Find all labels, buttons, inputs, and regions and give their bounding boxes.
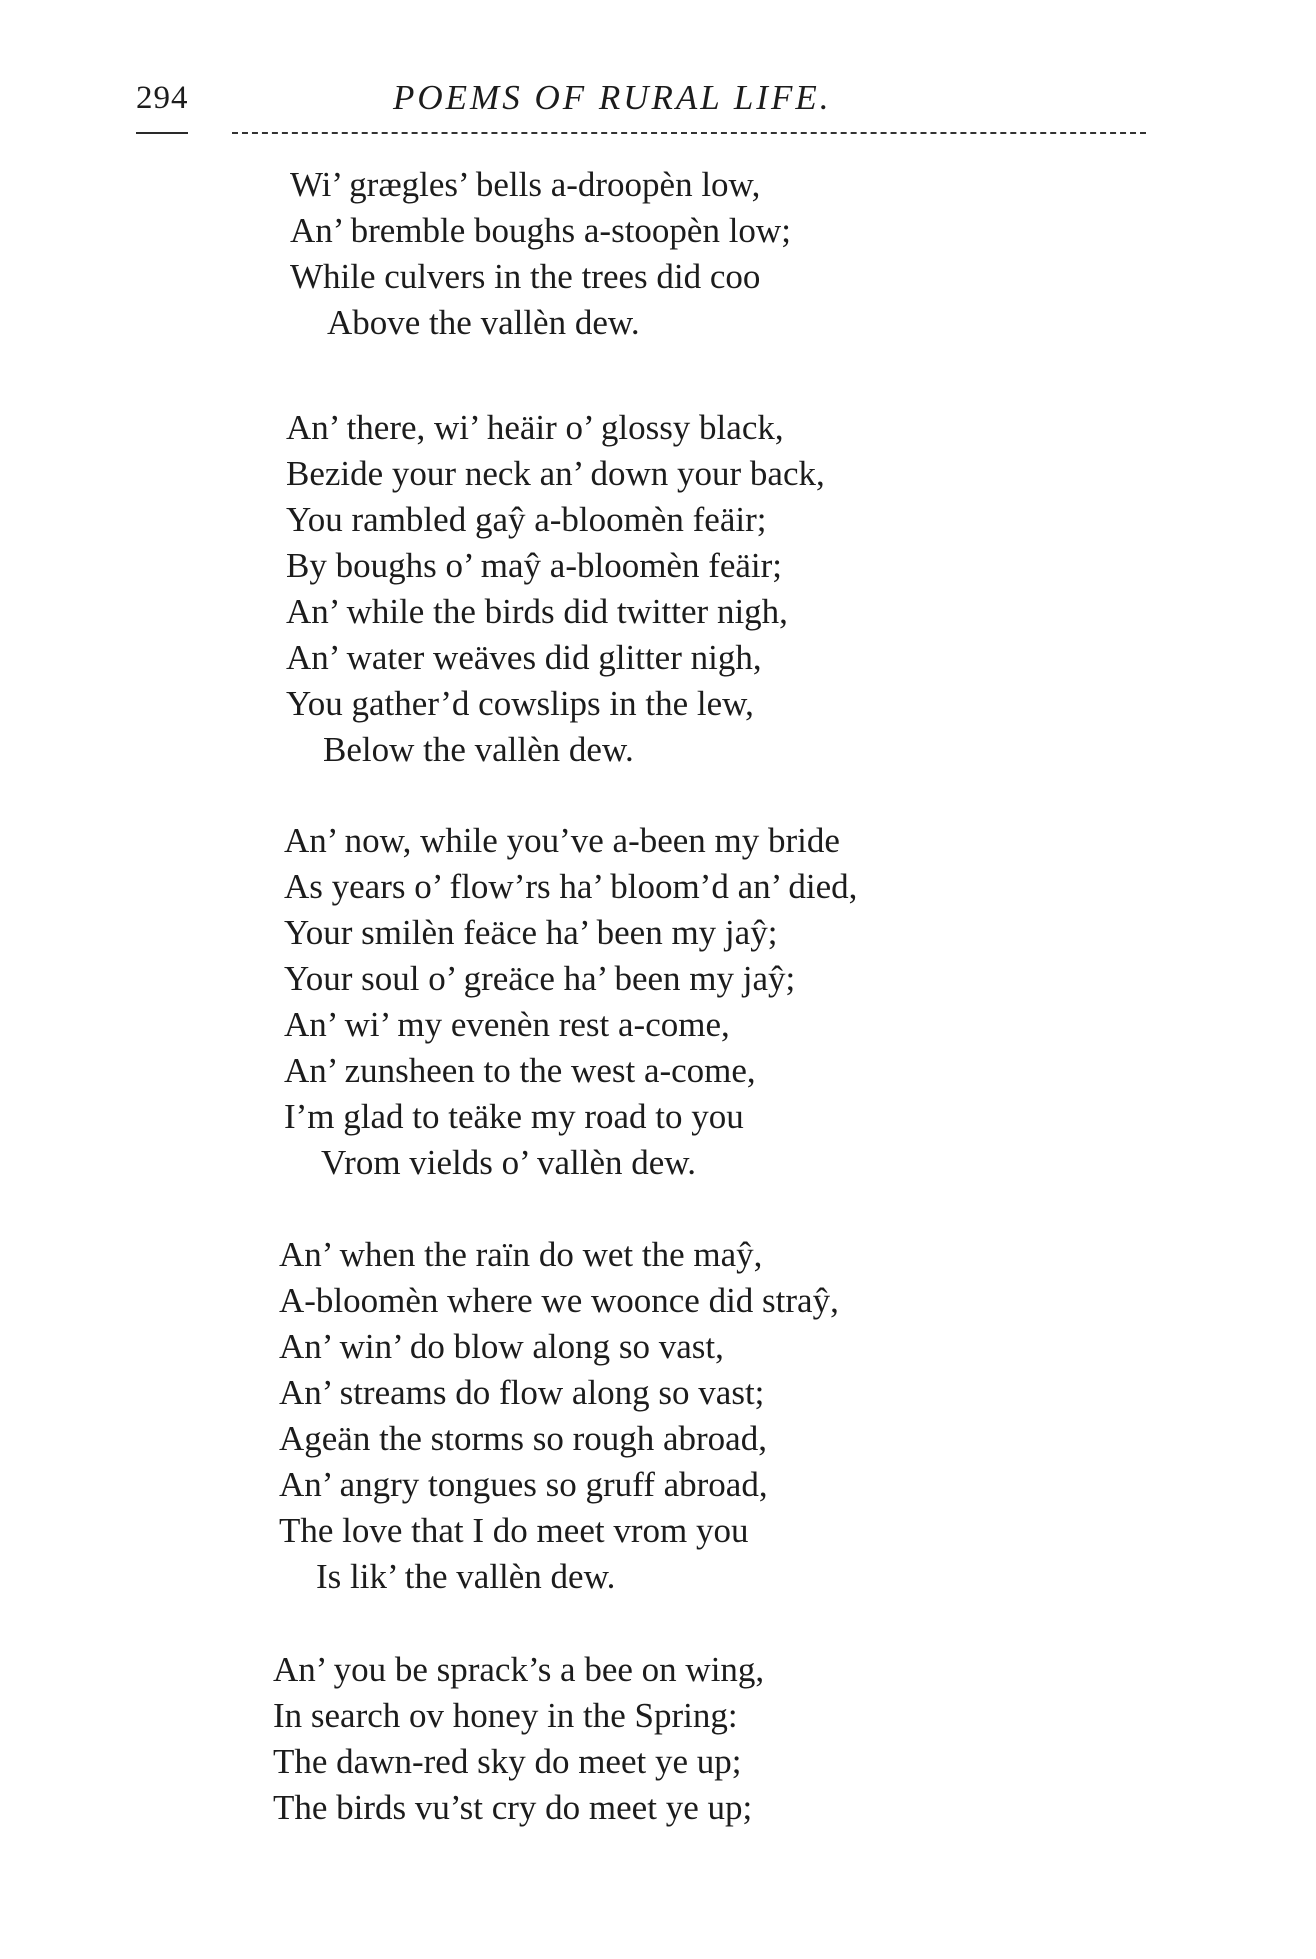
poem-line: You rambled gaŷ a-bloomèn feäir; (286, 500, 767, 539)
poem-line: You gather’d cowslips in the lew, (286, 684, 754, 723)
poem-line: Ageän the storms so rough abroad, (279, 1419, 767, 1458)
poem-line: An’ now, while you’ve a-been my bride (284, 821, 840, 860)
poem-line: While culvers in the trees did coo (290, 257, 761, 296)
running-title: POEMS OF RURAL LIFE. (393, 78, 832, 117)
poem-line: Your smilèn feäce ha’ been my jaŷ; (284, 913, 778, 952)
poem-line: An’ streams do flow along so vast; (279, 1373, 765, 1412)
poem-line: As years o’ flow’rs ha’ bloom’d an’ died, (284, 867, 858, 906)
poem-line-refrain: Is lik’ the vallèn dew. (316, 1557, 616, 1596)
poem-line: An’ water weäves did glitter nigh, (286, 638, 762, 677)
poem-line: An’ win’ do blow along so vast, (279, 1327, 724, 1366)
stanza-5 (273, 1647, 764, 1831)
poem-line: Your soul o’ greäce ha’ been my jaŷ; (284, 959, 796, 998)
poem-line: An’ wi’ my evenèn rest a-come, (284, 1005, 730, 1044)
poem-line: The love that I do meet vrom you (279, 1511, 749, 1550)
poem-line: In search ov honey in the Spring: (273, 1696, 738, 1735)
poem-line: An’ angry tongues so gruff abroad, (279, 1465, 768, 1504)
stanza-3 (284, 818, 857, 1186)
poem-line: The dawn-red sky do meet ye up; (273, 1742, 742, 1781)
header-rule-right (232, 132, 1146, 134)
poem-line: Bezide your neck an’ down your back, (286, 454, 825, 493)
poem-line-refrain: Above the vallèn dew. (327, 303, 640, 342)
poem-line: A-bloomèn where we woonce did straŷ, (279, 1281, 839, 1320)
page-number: 294 (136, 80, 189, 116)
poem-line: I’m glad to teäke my road to you (284, 1097, 744, 1136)
page-header (0, 72, 1316, 132)
poem-line: Wi’ grægles’ bells a-droopèn low, (290, 165, 761, 204)
stanza-1 (290, 162, 791, 346)
poem-line: An’ when the raïn do wet the maŷ, (279, 1235, 763, 1274)
poem-line: An’ zunsheen to the west a-come, (284, 1051, 756, 1090)
stanza-4 (279, 1232, 839, 1600)
poem-line: By boughs o’ maŷ a-bloomèn feäir; (286, 546, 783, 585)
poem-line: An’ you be sprack’s a bee on wing, (273, 1650, 765, 1689)
poem-line: An’ while the birds did twitter nigh, (286, 592, 788, 631)
poem-line-refrain: Vrom vields o’ vallèn dew. (321, 1143, 697, 1182)
poem-line-refrain: Below the vallèn dew. (323, 730, 634, 769)
header-rule-left (136, 132, 188, 134)
poem-line: An’ there, wi’ heäir o’ glossy black, (286, 408, 784, 447)
stanza-2 (286, 405, 825, 773)
poem-line: An’ bremble boughs a-stoopèn low; (290, 211, 791, 250)
poem-line: The birds vu’st cry do meet ye up; (273, 1788, 753, 1827)
